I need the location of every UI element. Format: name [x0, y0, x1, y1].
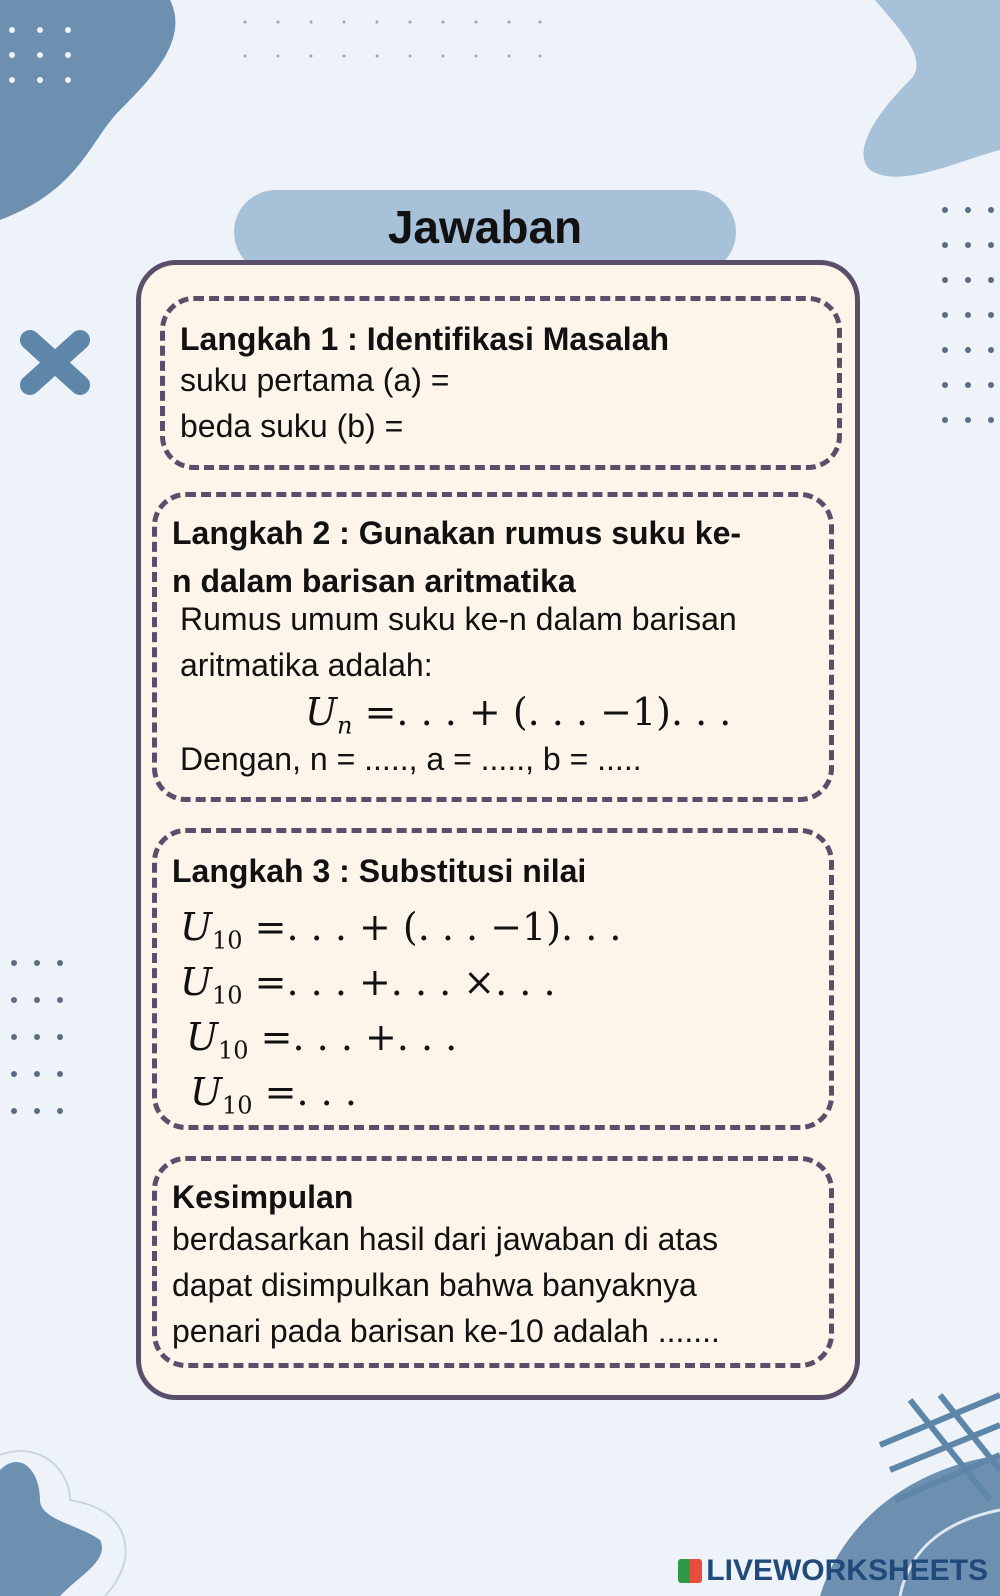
formula-variable: U: [305, 690, 338, 734]
formula-rest: =. . . + (. . . −1). . .: [352, 690, 732, 734]
step3-sub: 10: [212, 981, 243, 1010]
step1-difference: beda suku (b) =: [180, 408, 404, 444]
formula-subscript: n: [337, 711, 353, 740]
step2-text-line2: aritmatika adalah:: [180, 647, 433, 683]
dots-right: [942, 207, 994, 423]
logo-icon: [678, 1559, 702, 1583]
blob-top-right: [864, 0, 1000, 177]
step3-line-3: [186, 1015, 457, 1065]
conclusion-heading: Kesimpulan: [172, 1179, 354, 1215]
step3-line-4: [190, 1070, 357, 1120]
step2-heading-line1: Langkah 2 : Gunakan rumus suku ke-: [172, 515, 742, 551]
step3-expr: =. . .: [252, 1070, 357, 1114]
logo-text: LIVEWORKSHEETS: [706, 1554, 988, 1587]
step3-line-1: [180, 905, 621, 955]
step3-var: U: [186, 1015, 219, 1059]
step3-expr: =. . . +. . .: [248, 1015, 458, 1059]
dots-left: [11, 960, 63, 1114]
step3-line-2: [180, 960, 556, 1010]
conclusion-line2: dapat disimpulkan bahwa banyaknya: [172, 1267, 697, 1303]
step3-sub: 10: [222, 1091, 253, 1120]
step1-heading: Langkah 1 : Identifikasi Masalah: [180, 321, 670, 357]
step3-var: U: [180, 905, 213, 949]
step2-formula: [305, 690, 731, 740]
step3-var: U: [190, 1070, 223, 1114]
step3-var: U: [180, 960, 213, 1004]
step3-expr: =. . . +. . . ×. . .: [242, 960, 556, 1004]
step2-given-values: Dengan, n = ....., a = ....., b = .....: [180, 741, 642, 777]
step3-expr: =. . . + (. . . −1). . .: [242, 905, 622, 949]
page-title: Jawaban: [387, 201, 583, 253]
step3-sub: 10: [218, 1036, 249, 1065]
step3-sub: 10: [212, 926, 243, 955]
step3-heading: Langkah 3 : Substitusi nilai: [172, 853, 587, 889]
step2-heading-line2: n dalam barisan aritmatika: [172, 563, 576, 599]
dots-top-center: [244, 21, 542, 58]
cross-icon: [30, 340, 80, 385]
blob-bottom-left: [0, 1462, 102, 1596]
conclusion-line1: berdasarkan hasil dari jawaban di atas: [172, 1221, 719, 1257]
step2-text-line1: Rumus umum suku ke-n dalam barisan: [180, 601, 737, 637]
step1-first-term: suku pertama (a) =: [180, 362, 450, 398]
conclusion-line3: penari pada barisan ke-10 adalah .......: [172, 1313, 720, 1349]
blob-top-left: [0, 0, 175, 220]
liveworksheets-logo[interactable]: [678, 1554, 988, 1588]
